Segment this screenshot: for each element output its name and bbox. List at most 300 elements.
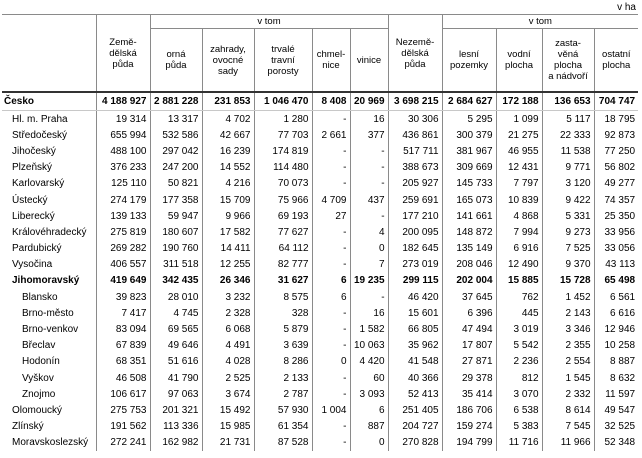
value-cell: 12 431	[496, 160, 542, 176]
region-header	[2, 15, 96, 93]
value-cell: 377	[350, 127, 388, 143]
value-cell: 97 063	[150, 386, 202, 402]
value-cell: 437	[350, 192, 388, 208]
value-cell: 31 627	[254, 273, 312, 289]
value-cell: 202 004	[442, 273, 496, 289]
region-name-cell: Středočeský	[12, 129, 68, 141]
value-cell: 39 823	[96, 289, 150, 305]
value-cell: 4 491	[202, 338, 254, 354]
value-cell: -	[312, 111, 350, 128]
value-cell: -	[350, 176, 388, 192]
value-cell: 655 994	[96, 127, 150, 143]
value-cell: 41 548	[388, 354, 442, 370]
table-row	[2, 338, 638, 354]
region-name-cell: Pardubický	[12, 243, 62, 255]
table-row	[2, 419, 638, 435]
value-cell: 159 274	[442, 419, 496, 435]
value-cell: 12 255	[202, 257, 254, 273]
value-cell: 231 853	[202, 92, 254, 111]
value-cell: 114 480	[254, 160, 312, 176]
value-cell: 174 819	[254, 143, 312, 159]
value-cell: 15 492	[202, 402, 254, 418]
value-cell: 25 350	[594, 208, 638, 224]
value-cell: 2 661	[312, 127, 350, 143]
value-cell: 49 547	[594, 402, 638, 418]
value-cell: -	[312, 321, 350, 337]
value-cell: -	[312, 241, 350, 257]
value-cell: 201 321	[150, 402, 202, 418]
value-cell: 22 333	[542, 127, 594, 143]
value-cell: 7 545	[542, 419, 594, 435]
value-cell: 40 366	[388, 370, 442, 386]
value-cell: 12 946	[594, 321, 638, 337]
value-cell: 7	[350, 257, 388, 273]
value-cell: 2 236	[496, 354, 542, 370]
value-cell: 381 967	[442, 143, 496, 159]
value-cell: 1 280	[254, 111, 312, 128]
region-name-cell: Břeclav	[22, 340, 56, 352]
value-cell: 8 632	[594, 370, 638, 386]
value-cell: 47 494	[442, 321, 496, 337]
table-row	[2, 321, 638, 337]
value-cell: 2 143	[542, 305, 594, 321]
region-name-cell: Blansko	[22, 291, 58, 303]
value-cell: 9 966	[202, 208, 254, 224]
value-cell: -	[312, 370, 350, 386]
value-cell: 69 565	[150, 321, 202, 337]
value-cell: 9 422	[542, 192, 594, 208]
value-cell: 275 819	[96, 224, 150, 240]
value-cell: 3 070	[496, 386, 542, 402]
header-v-tom-nonagri: v tom	[442, 15, 638, 29]
region-name-cell: Jihomoravský	[12, 275, 80, 287]
value-cell: 388 673	[388, 160, 442, 176]
value-cell: 13 317	[150, 111, 202, 128]
value-cell: 50 821	[150, 176, 202, 192]
value-cell: 6 396	[442, 305, 496, 321]
value-cell: 46 508	[96, 370, 150, 386]
value-cell: 11 716	[496, 435, 542, 451]
value-cell: 4 702	[202, 111, 254, 128]
value-cell: 3 019	[496, 321, 542, 337]
value-cell: 4 188 927	[96, 92, 150, 111]
table-row	[2, 127, 638, 143]
value-cell: 272 241	[96, 435, 150, 451]
value-cell: 4 745	[150, 305, 202, 321]
value-cell: 6	[312, 273, 350, 289]
region-name-cell: Česko	[2, 92, 96, 111]
value-cell: 4 868	[496, 208, 542, 224]
value-cell: 517 711	[388, 143, 442, 159]
value-cell: 139 133	[96, 208, 150, 224]
header-zemedelska: Země- dělská půda	[96, 15, 150, 93]
value-cell: 8 575	[254, 289, 312, 305]
value-cell: -	[312, 257, 350, 273]
value-cell: 10 063	[350, 338, 388, 354]
value-cell: 5 879	[254, 321, 312, 337]
value-cell: 35 414	[442, 386, 496, 402]
region-name-cell: Zlínský	[12, 421, 44, 433]
value-cell: 113 336	[150, 419, 202, 435]
value-cell: 200 095	[388, 224, 442, 240]
value-cell: 488 100	[96, 143, 150, 159]
region-name-cell: Královéhradecký	[12, 226, 87, 238]
value-cell: 3 232	[202, 289, 254, 305]
value-cell: 68 351	[96, 354, 150, 370]
value-cell: 15 985	[202, 419, 254, 435]
value-cell: 29 378	[442, 370, 496, 386]
table-row	[2, 386, 638, 402]
value-cell: 7 797	[496, 176, 542, 192]
value-cell: 6	[312, 289, 350, 305]
value-cell: 274 179	[96, 192, 150, 208]
value-cell: 247 200	[150, 160, 202, 176]
value-cell: 16 239	[202, 143, 254, 159]
value-cell: 66 805	[388, 321, 442, 337]
region-name-cell: Vyškov	[22, 372, 54, 384]
header-zastavena: zasta- věná plocha a nádvoří	[542, 29, 594, 93]
value-cell: 19 235	[350, 273, 388, 289]
value-cell: 30 306	[388, 111, 442, 128]
table-row	[2, 176, 638, 192]
value-cell: 4 028	[202, 354, 254, 370]
value-cell: 8 408	[312, 92, 350, 111]
value-cell: -	[312, 305, 350, 321]
value-cell: 7 525	[542, 241, 594, 257]
value-cell: 141 661	[442, 208, 496, 224]
value-cell: 2 355	[542, 338, 594, 354]
value-cell: 6 068	[202, 321, 254, 337]
value-cell: 61 354	[254, 419, 312, 435]
value-cell: 6	[350, 402, 388, 418]
header-chmelnice: chmel- nice	[312, 29, 350, 93]
table-row	[2, 111, 638, 128]
value-cell: -	[312, 176, 350, 192]
value-cell: 21 731	[202, 435, 254, 451]
value-cell: 16	[350, 305, 388, 321]
value-cell: 67 839	[96, 338, 150, 354]
value-cell: 5 383	[496, 419, 542, 435]
value-cell: 300 379	[442, 127, 496, 143]
value-cell: 2 881 228	[150, 92, 202, 111]
value-cell: 87 528	[254, 435, 312, 451]
value-cell: 4 709	[312, 192, 350, 208]
value-cell: 1 452	[542, 289, 594, 305]
value-cell: 406 557	[96, 257, 150, 273]
region-name-cell: Karlovarský	[12, 178, 65, 190]
value-cell: 5 331	[542, 208, 594, 224]
value-cell: 59 947	[150, 208, 202, 224]
value-cell: 328	[254, 305, 312, 321]
value-cell: 5 295	[442, 111, 496, 128]
value-cell: 26 346	[202, 273, 254, 289]
value-cell: 4 216	[202, 176, 254, 192]
value-cell: 52 413	[388, 386, 442, 402]
value-cell: 0	[350, 241, 388, 257]
region-name-cell: Olomoucký	[12, 404, 63, 416]
value-cell: 1 545	[542, 370, 594, 386]
table-row	[2, 208, 638, 224]
value-cell: -	[312, 386, 350, 402]
value-cell: 191 562	[96, 419, 150, 435]
table-row	[2, 354, 638, 370]
region-name-cell: Znojmo	[22, 388, 56, 400]
value-cell: 37 645	[442, 289, 496, 305]
value-cell: 162 982	[150, 435, 202, 451]
table-row	[2, 273, 638, 289]
value-cell: 7 994	[496, 224, 542, 240]
header-nezemedelska: Nezemě- dělská půda	[388, 15, 442, 93]
header-vodni: vodní plocha	[496, 29, 542, 93]
region-name-cell: Plzeňský	[12, 162, 53, 174]
value-cell: 46 420	[388, 289, 442, 305]
header-travni: trvalé travní porosty	[254, 29, 312, 93]
value-cell: 15 709	[202, 192, 254, 208]
value-cell: 4 420	[350, 354, 388, 370]
value-cell: 0	[350, 435, 388, 451]
value-cell: 205 927	[388, 176, 442, 192]
value-cell: 3 120	[542, 176, 594, 192]
value-cell: 436 861	[388, 127, 442, 143]
table-row	[2, 435, 638, 451]
table-row	[2, 289, 638, 305]
value-cell: 762	[496, 289, 542, 305]
value-cell: 20 969	[350, 92, 388, 111]
value-cell: 3 639	[254, 338, 312, 354]
value-cell: 3 093	[350, 386, 388, 402]
value-cell: 46 955	[496, 143, 542, 159]
value-cell: 2 554	[542, 354, 594, 370]
region-name-cell: Brno-venkov	[22, 324, 79, 336]
value-cell: 190 760	[150, 241, 202, 257]
value-cell: 49 646	[150, 338, 202, 354]
value-cell: 12 490	[496, 257, 542, 273]
value-cell: 445	[496, 305, 542, 321]
value-cell: 27	[312, 208, 350, 224]
value-cell: 342 435	[150, 273, 202, 289]
value-cell: 92 873	[594, 127, 638, 143]
header-vinice: vinice	[350, 29, 388, 93]
value-cell: 145 733	[442, 176, 496, 192]
table-row	[2, 192, 638, 208]
land-use-table	[2, 14, 638, 451]
value-cell: -	[312, 338, 350, 354]
value-cell: 2 525	[202, 370, 254, 386]
value-cell: 273 019	[388, 257, 442, 273]
value-cell: 182 645	[388, 241, 442, 257]
value-cell: 33 956	[594, 224, 638, 240]
value-cell: 43 113	[594, 257, 638, 273]
value-cell: 32 525	[594, 419, 638, 435]
value-cell: 704 747	[594, 92, 638, 111]
value-cell: 8 614	[542, 402, 594, 418]
table-row	[2, 241, 638, 257]
value-cell: 9 370	[542, 257, 594, 273]
value-cell: 35 962	[388, 338, 442, 354]
value-cell: 194 799	[442, 435, 496, 451]
region-name-cell: Brno-město	[22, 307, 74, 319]
value-cell: 15 728	[542, 273, 594, 289]
value-cell: 6 561	[594, 289, 638, 305]
value-cell: 5 117	[542, 111, 594, 128]
value-cell: 17 582	[202, 224, 254, 240]
value-cell: 56 802	[594, 160, 638, 176]
value-cell: 82 777	[254, 257, 312, 273]
region-name-cell: Vysočina	[12, 259, 53, 271]
value-cell: 65 498	[594, 273, 638, 289]
value-cell: 5 542	[496, 338, 542, 354]
value-cell: 269 282	[96, 241, 150, 257]
value-cell: 10 258	[594, 338, 638, 354]
value-cell: 8 286	[254, 354, 312, 370]
value-cell: 275 753	[96, 402, 150, 418]
value-cell: -	[312, 160, 350, 176]
value-cell: 77 250	[594, 143, 638, 159]
table-row	[2, 224, 638, 240]
value-cell: 3 346	[542, 321, 594, 337]
region-name-cell: Liberecký	[12, 210, 55, 222]
table-row	[2, 143, 638, 159]
value-cell: 77 703	[254, 127, 312, 143]
value-cell: 297 042	[150, 143, 202, 159]
value-cell: 9 273	[542, 224, 594, 240]
value-cell: 15 601	[388, 305, 442, 321]
value-cell: 172 188	[496, 92, 542, 111]
value-cell: 6 916	[496, 241, 542, 257]
value-cell: 148 872	[442, 224, 496, 240]
value-cell: 18 795	[594, 111, 638, 128]
region-name-cell: Hodonín	[22, 356, 60, 368]
value-cell: 311 518	[150, 257, 202, 273]
value-cell: 74 357	[594, 192, 638, 208]
value-cell: 2 684 627	[442, 92, 496, 111]
value-cell: 887	[350, 419, 388, 435]
value-cell: 2 332	[542, 386, 594, 402]
value-cell: 57 930	[254, 402, 312, 418]
value-cell: 33 056	[594, 241, 638, 257]
value-cell: 165 073	[442, 192, 496, 208]
table-row	[2, 160, 638, 176]
value-cell: 259 691	[388, 192, 442, 208]
value-cell: 28 010	[150, 289, 202, 305]
table-row	[2, 305, 638, 321]
value-cell: 10 839	[496, 192, 542, 208]
value-cell: 177 358	[150, 192, 202, 208]
value-cell: 19 314	[96, 111, 150, 128]
value-cell: 1 099	[496, 111, 542, 128]
value-cell: 15 885	[496, 273, 542, 289]
value-cell: -	[312, 143, 350, 159]
value-cell: 376 233	[96, 160, 150, 176]
value-cell: 2 328	[202, 305, 254, 321]
value-cell: 208 046	[442, 257, 496, 273]
value-cell: 69 193	[254, 208, 312, 224]
value-cell: 77 627	[254, 224, 312, 240]
value-cell: 83 094	[96, 321, 150, 337]
value-cell: 532 586	[150, 127, 202, 143]
value-cell: 9 771	[542, 160, 594, 176]
value-cell: 60	[350, 370, 388, 386]
table-header	[2, 15, 638, 93]
region-name-cell: Ústecký	[12, 194, 48, 206]
value-cell: 6 616	[594, 305, 638, 321]
header-v-tom-agri: v tom	[150, 15, 388, 29]
header-lesni: lesní pozemky	[442, 29, 496, 93]
table-row	[2, 92, 638, 111]
value-cell: 41 790	[150, 370, 202, 386]
value-cell: 64 112	[254, 241, 312, 257]
value-cell: 309 669	[442, 160, 496, 176]
value-cell: 812	[496, 370, 542, 386]
value-cell: 75 966	[254, 192, 312, 208]
table-row	[2, 370, 638, 386]
value-cell: 49 277	[594, 176, 638, 192]
value-cell: 52 348	[594, 435, 638, 451]
table-body	[2, 92, 638, 451]
region-name-cell: Jihočeský	[12, 145, 56, 157]
value-cell: 1 582	[350, 321, 388, 337]
value-cell: 136 653	[542, 92, 594, 111]
value-cell: 11 538	[542, 143, 594, 159]
value-cell: 125 110	[96, 176, 150, 192]
value-cell: 11 966	[542, 435, 594, 451]
value-cell: 0	[312, 354, 350, 370]
value-cell: 180 607	[150, 224, 202, 240]
value-cell: 135 149	[442, 241, 496, 257]
unit-label: v ha	[617, 2, 636, 13]
header-zahrady: zahrady, ovocné sady	[202, 29, 254, 93]
table-row	[2, 402, 638, 418]
region-name-cell: Moravskoslezský	[12, 437, 89, 449]
value-cell: 1 004	[312, 402, 350, 418]
header-orna: orná půda	[150, 29, 202, 93]
table-row	[2, 257, 638, 273]
value-cell: 106 617	[96, 386, 150, 402]
value-cell: 42 667	[202, 127, 254, 143]
value-cell: -	[312, 435, 350, 451]
value-cell: 11 597	[594, 386, 638, 402]
value-cell: 14 552	[202, 160, 254, 176]
value-cell: 6 538	[496, 402, 542, 418]
value-cell: 299 115	[388, 273, 442, 289]
value-cell: -	[350, 143, 388, 159]
value-cell: 251 405	[388, 402, 442, 418]
value-cell: 2 787	[254, 386, 312, 402]
value-cell: 21 275	[496, 127, 542, 143]
value-cell: -	[312, 419, 350, 435]
value-cell: 4	[350, 224, 388, 240]
value-cell: 7 417	[96, 305, 150, 321]
value-cell: -	[350, 208, 388, 224]
value-cell: 8 887	[594, 354, 638, 370]
value-cell: -	[350, 289, 388, 305]
value-cell: 3 698 215	[388, 92, 442, 111]
header-ostatni: ostatní plocha	[594, 29, 638, 93]
value-cell: 51 616	[150, 354, 202, 370]
value-cell: 177 210	[388, 208, 442, 224]
value-cell: 70 073	[254, 176, 312, 192]
value-cell: 3 674	[202, 386, 254, 402]
value-cell: 17 807	[442, 338, 496, 354]
value-cell: -	[312, 224, 350, 240]
value-cell: 1 046 470	[254, 92, 312, 111]
value-cell: 27 871	[442, 354, 496, 370]
value-cell: 14 411	[202, 241, 254, 257]
value-cell: 270 828	[388, 435, 442, 451]
value-cell: 16	[350, 111, 388, 128]
value-cell: 186 706	[442, 402, 496, 418]
value-cell: 419 649	[96, 273, 150, 289]
